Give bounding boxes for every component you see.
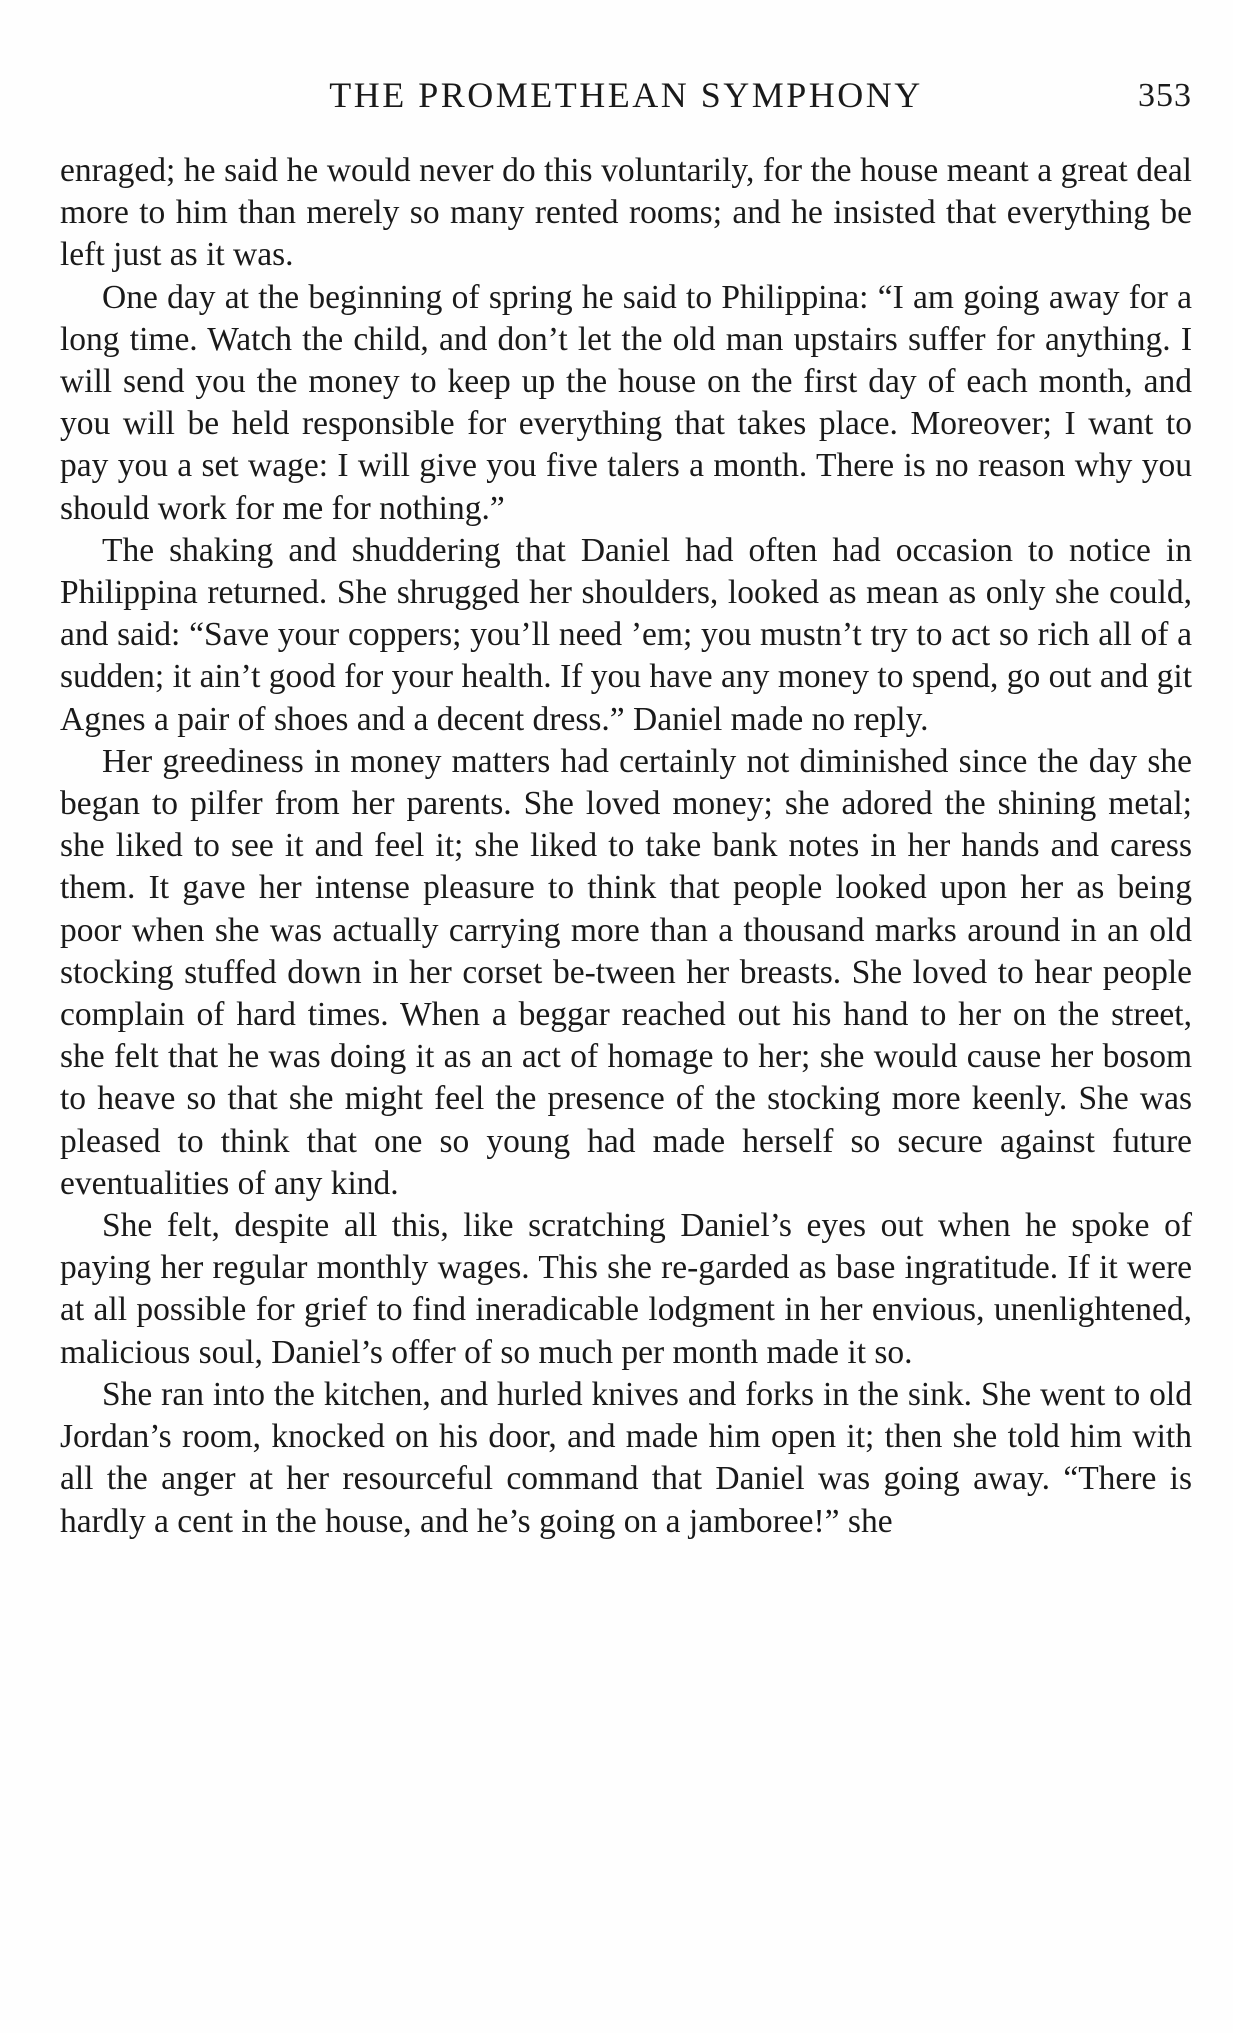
running-title: THE PROMETHEAN SYMPHONY bbox=[329, 75, 923, 115]
paragraph: She ran into the kitchen, and hurled knives and forks in the sink. She went to old Jordan’s room, knocked on his door, and made him open it; then she told him with all the anger at her resourceful command that Daniel was going away. “There is hardly a cent in the house, and he’s going on a jamboree!” she bbox=[60, 1375, 1192, 1540]
paragraph: The shaking and shuddering that Daniel had often had occasion to notice in Philippina returned. She shrugged her shoulders, looked as mean as only she could, and said: “Save your coppers; you’ll need ’em; you mustn’t try to act so rich all of a sudden; it ain’t good for your health. If you have any money to spend, go out and git Agnes a pair of shoes and a decent dress.” Daniel made no reply. bbox=[60, 531, 1192, 738]
paragraph: Her greediness in money matters had certainly not diminished since the day she began to pilfer from her parents. She loved money; she adored the shining metal; she liked to see it and feel it; she liked to take bank notes in her hands and caress them. It gave her intense pleasure to think that people looked upon her as being poor when she was actually carrying more than a thousand marks around in an old stocking stuffed down in her corset be-tween her breasts. She loved to hear people complain of hard times. When a beggar reached out his hand to her on the street, she felt that he was doing it as an act of homage to her; she would cause her bosom to heave so that she might feel the presence of the stocking more keenly. She was pleased to think that one so young had made herself so secure against future eventualities of any kind. bbox=[60, 742, 1192, 1202]
paragraph: She felt, despite all this, like scratching Daniel’s eyes out when he spoke of paying her regular monthly wages. This she re-garded as base ingratitude. If it were at all possible for grief to find ineradicable lodgment in her envious, unenlightened, malicious soul, Daniel’s offer of so much per month made it so. bbox=[60, 1207, 1192, 1371]
page-number: 353 bbox=[1138, 77, 1192, 114]
paragraph: One day at the beginning of spring he said to Philippina: “I am going away for a long time. Watch the child, and don’t let the old man upstairs suffer for anything. I will send you the money to keep up the house on the first day of each month, and you will be held responsible for everything that takes place. Moreover; I want to pay you a set wage: I will give you five talers a month. There is no reason why you should work for me for nothing.” bbox=[60, 278, 1192, 527]
running-head bbox=[60, 70, 1192, 120]
body-text bbox=[60, 150, 1192, 1543]
paragraph-continued: enraged; he said he would never do this voluntarily, for the house meant a great deal more to him than merely so many rented rooms; and he insisted that everything be left just as it was. bbox=[60, 152, 1192, 274]
